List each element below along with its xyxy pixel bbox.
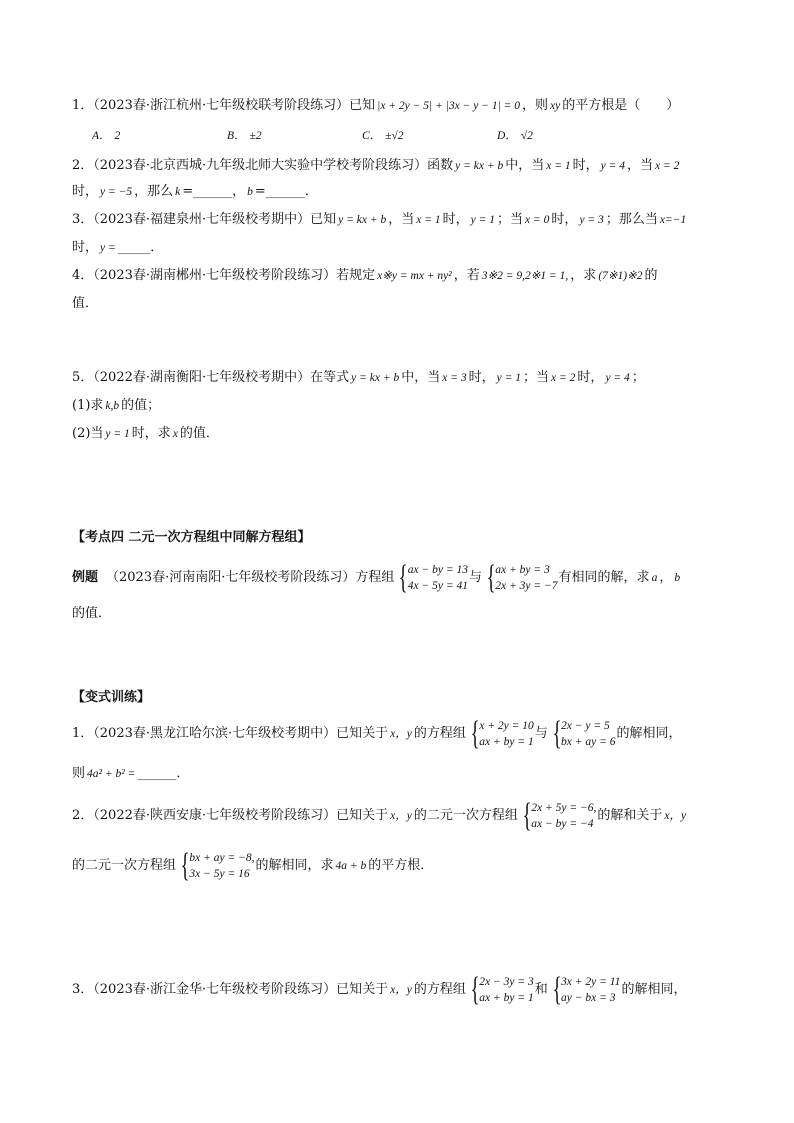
q1-expr: |x + 2y − 5| + |3x − y − 1| = 0 [377,100,521,112]
example-line1: 例题 （2023春·河南南阳·七年级校考阶段练习）方程组 { ax − by = 13 4x − 5y = 41 与 { ax + by = 3 2x + 3y = −7 有相同的解，求 a ， b [72,559,681,596]
v1-system1: { x + 2y = 10 ax + by = 1 [470,715,534,752]
q1-option-c: C． ±√2 [362,130,404,142]
q1-number: 1． [72,98,94,113]
v3-system2: { 3x + 2y = 11 ay − bx = 3 [552,971,621,1008]
q4-line1: 4．（2023春·湖南郴州·七年级校考阶段练习）若规定 x※y = mx + ny² ，若 3※2 = 9,2※1 = 1, ，求 (7※1)※2 的 [72,268,658,283]
q3-line2: 时， y = _____． [72,240,164,255]
v2-system2: { bx + ay = −8, 3x − 5y = 16 [180,847,255,884]
q2-line2: 时， y = −5 ，那么 k =______， b =______． [72,184,318,199]
q1-option-b: B． ±2 [227,130,262,142]
section4-title: 【考点四 二元一次方程组中同解方程组】 [72,530,311,545]
v3-line1: 3．（2023春·浙江金华·七年级校考阶段练习）已知关于 x，y 的方程组 { 2x − 3y = 3 ax + by = 1 和 { 3x + 2y = 11 ay − bx = 3 的解相同， [72,971,687,1008]
q5-line1: 5．（2022春·湖南衡阳·七年级校考期中）在等式 y = kx + b 中，当 x = 3 时， y = 1 ；当 x = 2 时， y = 4 ； [72,370,645,385]
example-line2: 的值． [72,606,112,621]
q3-line1: 3．（2023春·福建泉州·七年级校考期中）已知 y = kx + b ，当 x = 1 时， y = 1 ；当 x = 0 时， y = 3 ；那么当 x=−1 [72,212,687,227]
q1-option-d: D． √2 [497,130,533,142]
example-system2: { ax + by = 3 2x + 3y = −7 [486,559,558,596]
q4-line2: 值． [72,296,99,311]
example-label: 例题 [72,570,99,585]
q5-sub2: (2)当 y = 1 时，求 x 的值． [72,426,219,441]
variant-title: 【变式训练】 [72,690,151,705]
v2-system1: { 2x + 5y = −6, ax − by = −4 [522,797,597,834]
example-system1: { ax − by = 13 4x − 5y = 41 [399,559,468,596]
q5-sub1: (1)求 k,b 的值； [72,398,161,413]
q1-option-a: A． 2 [92,130,121,142]
q1-source: （2023春·浙江杭州·七年级校联考阶段练习） [93,98,350,113]
q1-line1: 1．（2023春·浙江杭州·七年级校联考阶段练习）已知 |x + 2y − 5| + |3x − y − 1| = 0 ，则 xy 的平方根是（ ） [72,98,680,113]
v1-line1: 1．（2023春·黑龙江哈尔滨·七年级校考期中）已知关于 x，y 的方程组 { x + 2y = 10 ax + by = 1 与 { 2x − y = 5 bx + ay = 6 的解相同， [72,715,682,752]
q2-line1: 2．（2023春·北京西城·九年级北师大实验中学校考阶段练习）函数 y = kx + b 中，当 x = 1 时， y = 4 ，当 x = 2 [72,158,680,173]
v3-system1: { 2x − 3y = 3 ax + by = 1 [470,971,534,1008]
q1-options [90,126,760,147]
v1-line2: 则 4a² + b² = ______． [72,766,190,781]
v1-system2: { 2x − y = 5 bx + ay = 6 [552,715,616,752]
v2-line1: 2．（2022春·陕西安康·七年级校考阶段练习）已知关于 x，y 的二元一次方程组 { 2x + 5y = −6, ax − by = −4 的解和关于 x，y [72,797,687,834]
v2-line2: 的二元一次方程组 { bx + ay = −8, 3x − 5y = 16 的解相同，求 4a + b 的平方根． [72,847,434,884]
